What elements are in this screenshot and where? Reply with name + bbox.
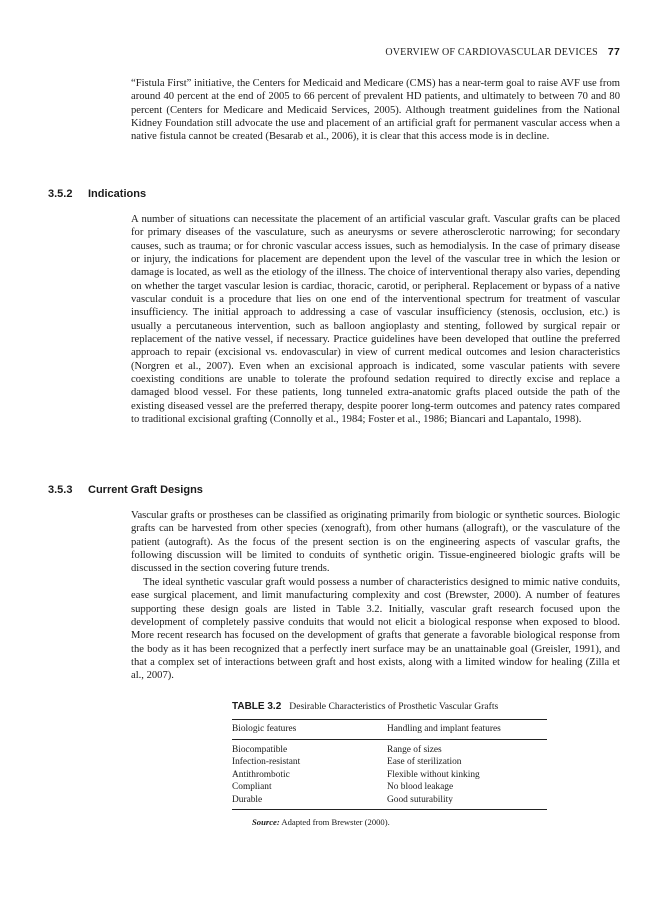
column-header-handling: Handling and implant features	[387, 720, 547, 740]
graft-designs-paragraph-2: The ideal synthetic vascular graft would possess a number of characteristics designed to mimic native conduits, ease surgical placement, and limit manufacturing complexity and cost (Brewster, 2000). A number of features supporting these design goals are listed in Table 3.2. Initially, vascular graft research focused upon the development of completely passive conduits that would not elicit a biological response when exposed to blood. More recent research has focused on the development of grafts that generate a favorable biological response from the body as it has been recognized that a perfectly inert surface may be an unattainable goal (Greisler, 1991), and that a complex set of interactions between graft and host exists, along with a limited window for healing (Zilla et al., 2007).	[131, 577, 620, 682]
table-cell: Range of sizes	[387, 745, 442, 755]
intro-paragraph: “Fistula First” initiative, the Centers for Medicaid and Medicare (CMS) has a near-term goal to raise AVF use from around 40 percent at the end of 2005 to 66 percent of prevalent HD patients, and ultimately to between 70 and 80 percent (Centers for Medicare and Medicaid Services, 2005). Although treatment guidelines from the National Kidney Foundation still advocate the use and placement of an artificial graft for permanent vascular access when a native fistula cannot be created (Besarab et al., 2006), it is clear that this access mode is in decline.	[131, 78, 620, 143]
table-cell: Antithrombotic	[232, 769, 290, 780]
source-text: Adapted from Brewster (2000).	[281, 817, 390, 828]
table-caption	[232, 701, 547, 712]
table-cell: Compliant	[232, 782, 272, 793]
table-3-2	[232, 701, 547, 827]
table-label: TABLE 3.2	[232, 701, 282, 712]
table-cell: Ease of sterilization	[387, 757, 462, 768]
table-cell: Infection-resistant	[232, 757, 301, 768]
section-number: 3.5.2	[48, 188, 73, 200]
section-heading-3-5-2	[48, 188, 146, 200]
table-row	[232, 756, 547, 768]
graft-designs-paragraph-1: Vascular grafts or prostheses can be classified as originating primarily from biologic or synthetic sources. Biologic grafts can be harvested from other species (xenograft), from other humans (allograft), or the vasculature of the patient (autograft). As the focus of the present section is on the engineering aspects of vascular grafts, the following discussion will be limited to conduits of synthetic origin. Tissue-engineered biologic grafts will be discussed in the section covering future trends.	[131, 510, 620, 575]
table-row	[232, 794, 547, 810]
table-row	[232, 781, 547, 793]
section-heading-3-5-3	[48, 484, 203, 496]
table-cell: Durable	[232, 794, 387, 810]
table-source	[252, 817, 547, 827]
source-label: Source:	[252, 817, 280, 828]
section-title: Current Graft Designs	[88, 484, 203, 496]
page-number: 77	[607, 46, 620, 58]
section-number: 3.5.3	[48, 484, 73, 496]
section-title: Indications	[88, 188, 147, 200]
running-head-title: OVERVIEW OF CARDIOVASCULAR DEVICES	[385, 47, 598, 58]
characteristics-table	[232, 719, 547, 810]
table-cell: Good suturability	[387, 794, 547, 810]
table-row	[232, 769, 547, 781]
running-head	[131, 46, 620, 58]
column-header-biologic: Biologic features	[232, 720, 387, 740]
indications-paragraph: A number of situations can necessitate the placement of an artificial vascular graft. Vascular grafts can be placed for primary diseases of the vasculature, such as aneurysms or severe atherosclerotic narrowing; for secondary causes, such as trauma; or for chronic vascular access issues, such as hemodialysis. In the case of primary disease or injury, the indications for placement are dependent upon the level of the vascular tree in which the lesion or damage is located, as well as the etiology of the illness. The choice of interventional therapy also varies, depending on whether the target vascular lesion is cardiac, thoracic, carotid, or peripheral. Replacement or bypass of a native vascular conduit is a procedure that lies on one end of the interventional spectrum for treatment of vascular insufficiency. The initial approach to addressing a case of vascular insufficiency (stenosis, occlusion, etc.) is usually a percutaneous intervention, such as balloon angioplasty and stenting, followed by surgical repair or replacement of the native vessel, if necessary. Practice guidelines have been developed that outline the preferred approach to repair (excisional vs. endovascular) in view of current medical outcomes and lesion characteristics (Norgren et al., 2007). Even when an excisional approach is indicated, some vascular patients with severe coexisting conditions are unable to tolerate the profound sedation required to directly excise and replace a damaged blood vessel. For these patients, long tunneled extra-anatomic grafts placed outside the path of the existing diseased vessel are the preferred therapy, despite poorer long-term outcomes and patency rates compared to traditional excisional grafting (Connolly et al., 1984; Foster et al., 1986; Biancari and Lapantalo, 1998).	[131, 214, 620, 426]
table-header-row	[232, 720, 547, 740]
table-row	[232, 740, 547, 757]
table-caption-text: Desirable Characteristics of Prosthetic Vascular Grafts	[289, 701, 499, 712]
table-cell: Flexible without kinking	[387, 769, 480, 780]
table-cell: No blood leakage	[387, 782, 454, 793]
table-cell: Biocompatible	[232, 745, 288, 755]
